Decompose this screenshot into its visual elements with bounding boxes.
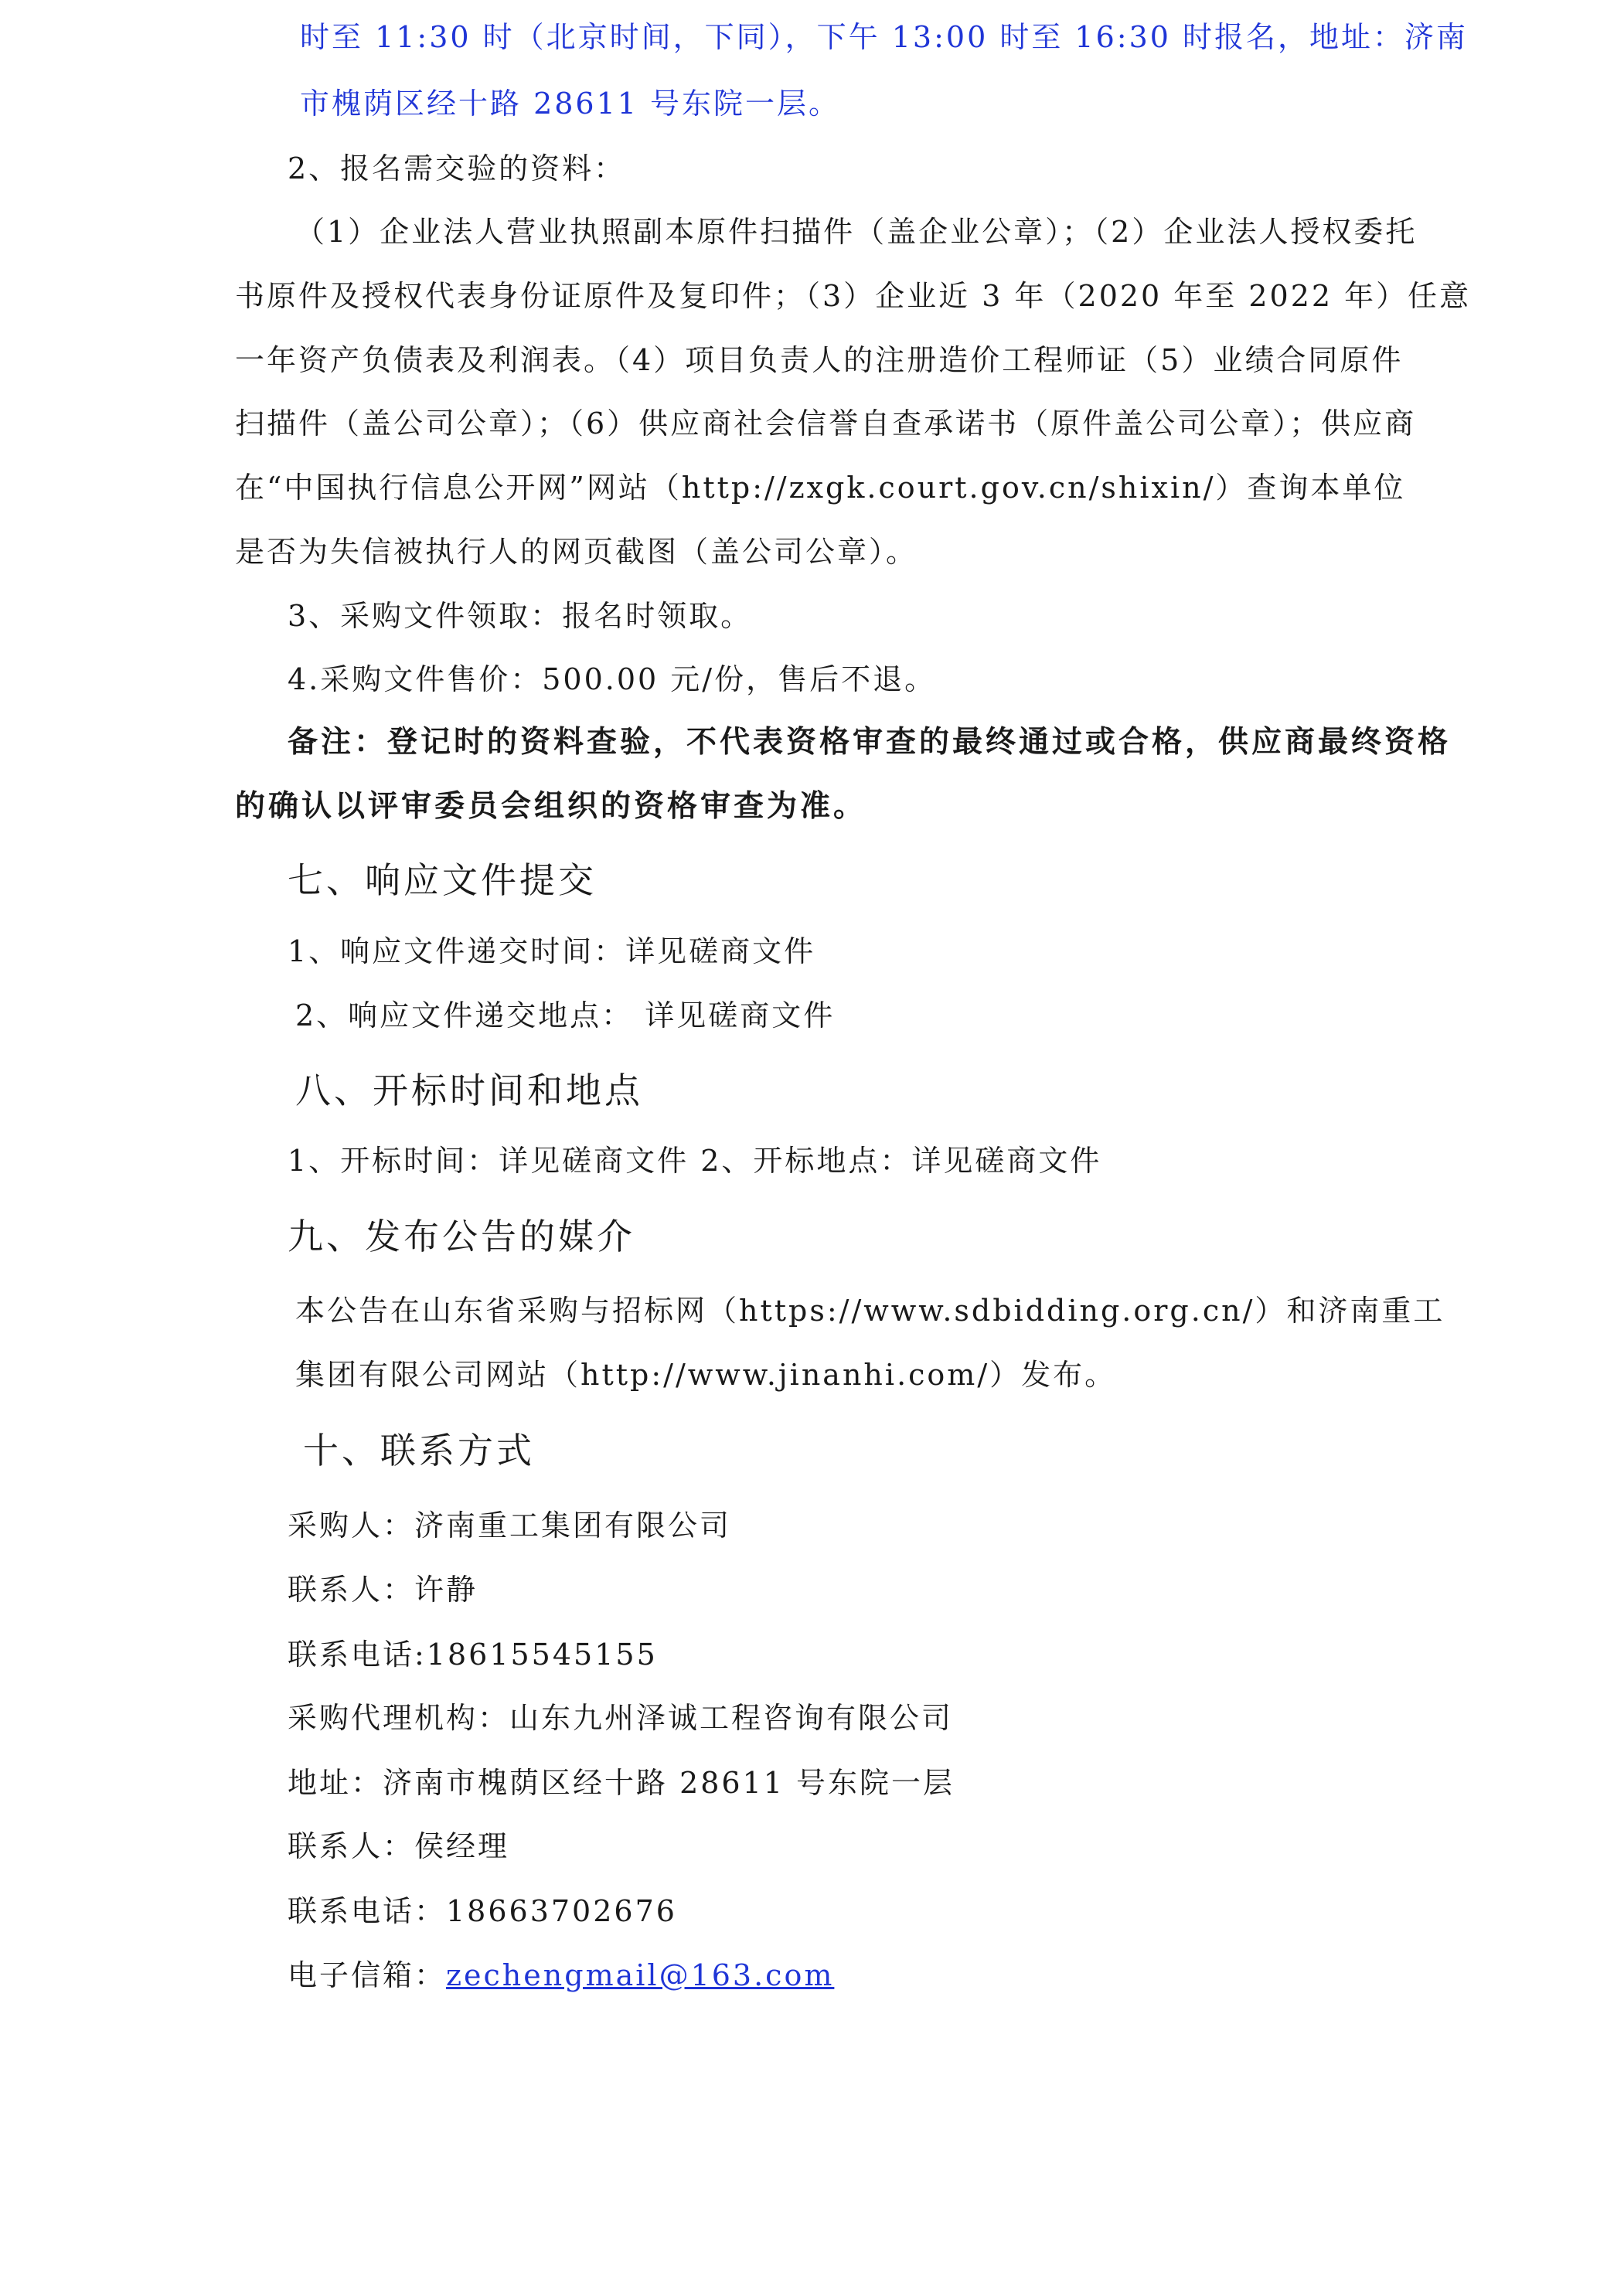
agency-contact-line: 联系人：侯经理 (288, 1829, 510, 1863)
section-7-heading: 七、响应文件提交 (288, 859, 597, 901)
materials-paragraph-line-4: 扫描件（盖公司公章）；（6）供应商社会信誉自查承诺书（原件盖公司公章）；供应商 (235, 406, 1417, 440)
materials-paragraph-line-5: 在“中国执行信息公开网”网站（http://zxgk.court.gov.cn/shixin/）查询本单位 (235, 471, 1406, 505)
registration-time-line: 时至 11:30 时（北京时间，下同），下午 13:00 时至 16:30 时报名，地址：济南 (300, 20, 1469, 54)
submission-time-line: 1、响应文件递交时间：详见磋商文件 (288, 934, 816, 968)
required-materials-title: 2、报名需交验的资料： (288, 151, 626, 185)
agency-address-line: 地址：济南市槐荫区经十路 28611 号东院一层 (288, 1766, 955, 1800)
materials-paragraph-line-2: 书原件及授权代表身份证原件及复印件；（3）企业近 3 年（2020 年至 2022 年）任意 (235, 279, 1472, 313)
email-label: 电子信箱： (288, 1958, 447, 1992)
remark-line-1: 备注：登记时的资料查验，不代表资格审查的最终通过或合格，供应商最终资格 (288, 724, 1452, 760)
section-9-heading: 九、发布公告的媒介 (288, 1216, 635, 1257)
media-line-2: 集团有限公司网站（http://www.jinanhi.com/）发布。 (295, 1358, 1117, 1392)
media-line-1: 本公告在山东省采购与招标网（https://www.sdbidding.org.cn/）和济南重工 (295, 1294, 1445, 1328)
remark-line-2: 的确认以评审委员会组织的资格审查为准。 (235, 788, 867, 824)
email-link[interactable]: zechengmail@163.com (446, 1958, 835, 1992)
purchaser-line: 采购人：济南重工集团有限公司 (288, 1509, 732, 1543)
agency-phone-line: 联系电话：18663702676 (288, 1894, 677, 1928)
section-10-heading: 十、联系方式 (303, 1430, 535, 1471)
email-line (0, 1954, 1624, 1997)
purchaser-phone-line: 联系电话:18615545155 (288, 1638, 658, 1672)
document-price-line: 4.采购文件售价：500.00 元/份，售后不退。 (288, 662, 937, 696)
opening-time-place-line: 1、开标时间：详见磋商文件 2、开标地点：详见磋商文件 (288, 1144, 1102, 1178)
section-8-heading: 八、开标时间和地点 (295, 1070, 643, 1111)
document-collection-line: 3、采购文件领取：报名时领取。 (288, 599, 753, 633)
materials-paragraph-line-1: （1）企业法人营业执照副本原件扫描件（盖企业公章）；（2）企业法人授权委托 (295, 215, 1418, 249)
materials-paragraph-line-3: 一年资产负债表及利润表。（4）项目负责人的注册造价工程师证（5）业绩合同原件 (235, 343, 1404, 377)
submission-place-line: 2、响应文件递交地点： 详见磋商文件 (295, 998, 836, 1032)
purchaser-contact-line: 联系人：许静 (288, 1573, 478, 1607)
agency-line: 采购代理机构：山东九州泽诚工程咨询有限公司 (288, 1701, 954, 1735)
registration-address-line: 市槐荫区经十路 28611 号东院一层。 (300, 87, 841, 121)
materials-paragraph-line-6: 是否为失信被执行人的网页截图（盖公司公章）。 (235, 535, 918, 569)
